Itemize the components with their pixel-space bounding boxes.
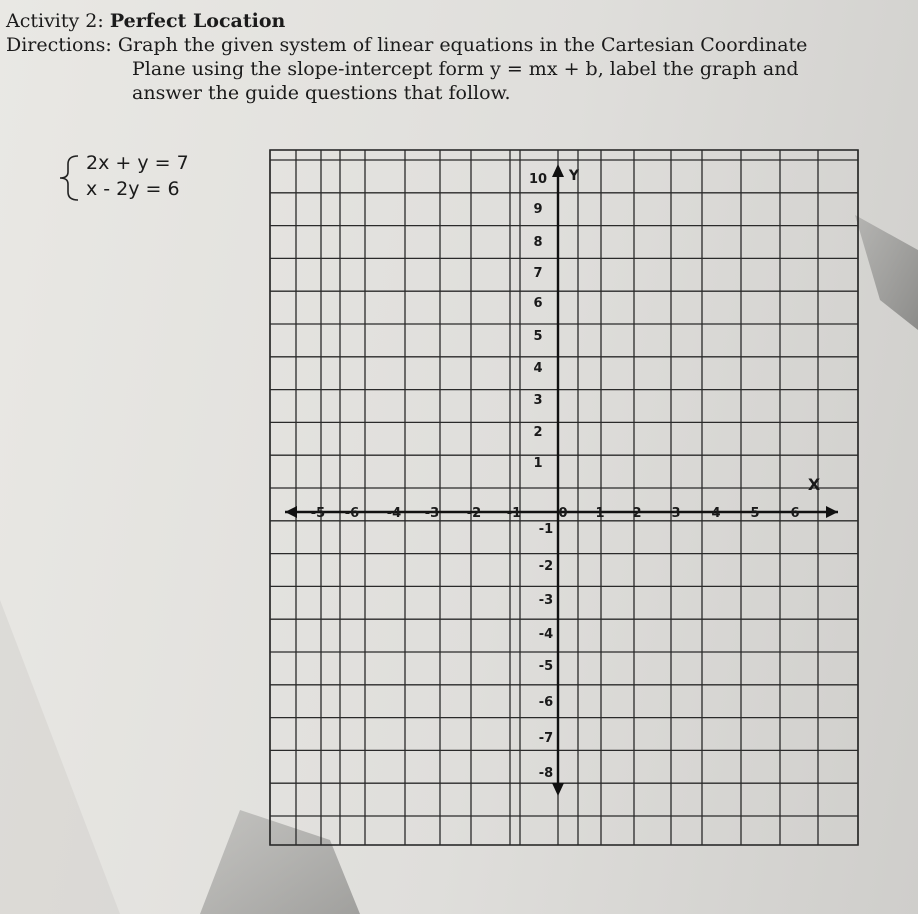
x-tick-label-neg-1: -6 [344, 506, 360, 521]
y-tick-label-pos-3: 7 [533, 266, 543, 281]
x-axis-left-arrow-icon [285, 506, 297, 518]
y-tick-label-pos-2: 8 [533, 235, 543, 250]
activity-title: Perfect Location [109, 10, 286, 32]
y-tick-label-pos-1: 9 [533, 202, 543, 217]
y-tick-label-neg-0: -1 [538, 522, 554, 537]
y-tick-label-neg-5: -6 [538, 695, 554, 710]
directions-line1: Graph the given system of linear equations in the Cartesian Coordinate [117, 34, 808, 56]
x-tick-label-neg-3: -3 [424, 506, 440, 521]
y-tick-label-neg-2: -3 [538, 593, 554, 608]
y-tick-label-neg-4: -5 [538, 659, 554, 674]
y-tick-label-neg-7: -8 [538, 766, 554, 781]
x-tick-label-pos-5: 6 [790, 506, 800, 521]
x-axis-label: X [807, 475, 821, 494]
y-tick-label-pos-6: 4 [533, 361, 543, 376]
y-tick-label-pos-9: 1 [533, 456, 543, 471]
x-tick-label-pos-3: 4 [711, 506, 721, 521]
directions-line3: answer the guide questions that follow. [132, 82, 511, 104]
equation-2: x - 2y = 6 [86, 178, 180, 200]
y-tick-label-neg-6: -7 [538, 731, 554, 746]
x-tick-label-pos-4: 5 [750, 506, 760, 521]
activity-label: Activity 2: [6, 10, 104, 32]
x-tick-label-neg-0: -5 [310, 506, 326, 521]
equation-1: 2x + y = 7 [86, 152, 189, 174]
origin-label: 0 [558, 506, 568, 521]
x-tick-label-neg-4: -2 [466, 506, 482, 521]
y-tick-label-neg-1: -2 [538, 559, 554, 574]
y-axis-down-arrow-icon [552, 783, 564, 796]
y-tick-label-pos-0: 10 [528, 172, 548, 187]
y-tick-label-pos-7: 3 [533, 393, 543, 408]
y-tick-label-pos-5: 5 [533, 329, 543, 344]
x-tick-label-neg-2: -4 [386, 506, 402, 521]
y-tick-label-pos-4: 6 [533, 296, 543, 311]
y-axis-label: Y [568, 168, 580, 184]
directions-line2: Plane using the slope-intercept form y = mx + b, label the graph and [132, 58, 799, 80]
grid-frame [270, 150, 858, 845]
x-axis-right-arrow-icon [826, 506, 838, 518]
y-tick-label-pos-8: 2 [533, 425, 543, 440]
y-axis-up-arrow-icon [552, 164, 564, 177]
x-tick-label-pos-1: 2 [632, 506, 642, 521]
directions-label: Directions: [6, 34, 112, 56]
x-tick-label-neg-5: -1 [506, 506, 522, 521]
x-tick-label-pos-0: 1 [595, 506, 605, 521]
y-tick-label-neg-3: -4 [538, 627, 554, 642]
x-tick-label-pos-2: 3 [671, 506, 681, 521]
